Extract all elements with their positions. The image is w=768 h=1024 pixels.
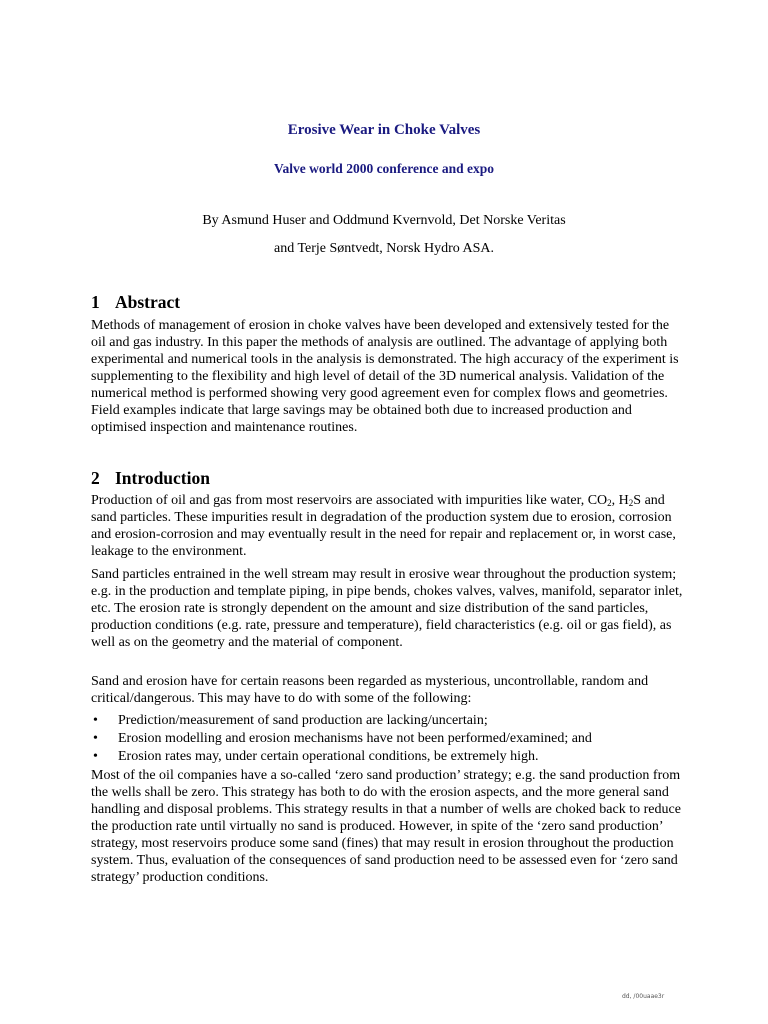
introduction-paragraph-3: Sand and erosion have for certain reasons been regarded as mysterious, uncontrollable, random and critical/dangerous. This may have to do with some of the following: bbox=[91, 674, 649, 706]
bullet-list bbox=[91, 712, 685, 766]
introduction-heading-text: Introduction bbox=[115, 468, 210, 488]
introduction-paragraph-4: Most of the oil companies have a so-called ‘zero sand production’ strategy; e.g. the sand production from the wells shall be zero. This strategy has both to do with the erosion aspects, and the more general sand handling and disposal problems. This strategy results in that a number of wells are choked back to reduce the production rate until virtually no sand is produced. However, in spite of the ‘zero sand production’ strategy, most reservoirs produce some sand (fines) that may result in erosion throughout the production system. Thus, evaluation of the consequences of sand production need to be assessed even for ‘zero sand strategy’ production conditions. bbox=[91, 768, 681, 885]
authors-line-2: and Terje Søntvedt, Norsk Hydro ASA. bbox=[273, 241, 495, 256]
abstract-paragraph: Methods of management of erosion in choke valves have been developed and extensively tested for the oil and gas industry. In this paper the methods of analysis are outlined. The advantage of applying both experimental and numerical tools in the analysis is demonstrated. The high accuracy of the experiment is supplementing to the flexibility and high level of detail of the 3D numerical analysis. Validation of the numerical method is performed showing very good agreement even for complex flows and geometries. Field examples indicate that large savings may be obtained both due to increased production and optimised inspection and maintenance routines. bbox=[91, 318, 679, 435]
intro-p1-subscript-h2s: 2 bbox=[628, 498, 634, 508]
introduction-heading bbox=[91, 467, 685, 489]
intro-p1-text-a: Production of oil and gas from most reservoirs are associated with impurities like water, CO bbox=[91, 493, 608, 508]
introduction-paragraph-1 bbox=[91, 492, 685, 560]
abstract-heading bbox=[91, 291, 685, 313]
intro-p1-text-c: S and sand particles. These impurities result in degradation of the production system due to erosion, corrosion and erosion-corrosion and may eventually result in the need for repair and replacement or, in worst case, leakage to the environment. bbox=[91, 493, 676, 559]
authors-line-1: By Asmund Huser and Oddmund Kvernvold, Det Norske Veritas bbox=[202, 213, 566, 228]
list-item bbox=[91, 712, 685, 730]
list-item-text: Erosion rates may, under certain operational conditions, be extremely high. bbox=[118, 749, 539, 764]
intro-p1-subscript-co2: 2 bbox=[607, 498, 612, 508]
bullet-icon: • bbox=[93, 731, 98, 746]
list-item bbox=[91, 730, 685, 748]
footer-code: dd, /00uaae3r bbox=[622, 993, 665, 1000]
bullet-icon: • bbox=[93, 713, 98, 728]
list-item-text: Erosion modelling and erosion mechanisms have not been performed/examined; and bbox=[118, 731, 592, 746]
author-block bbox=[0, 207, 768, 263]
paper-subtitle: Valve world 2000 conference and expo bbox=[273, 161, 495, 176]
abstract-section-number: 1 bbox=[91, 292, 100, 312]
paper-title: Erosive Wear in Choke Valves bbox=[287, 122, 481, 138]
list-item-text: Prediction/measurement of sand production are lacking/uncertain; bbox=[118, 713, 488, 728]
abstract-heading-text: Abstract bbox=[115, 292, 181, 312]
list-item bbox=[91, 748, 685, 766]
introduction-paragraph-2: Sand particles entrained in the well stream may result in erosive wear throughout the production system; e.g. in the production and template piping, in pipe bends, chokes valves, valves, manifold, separator inlet, etc. The erosion rate is strongly dependent on the amount and size distribution of the sand particles, production conditions (e.g. rate, pressure and temperature), field characteristics (e.g. oil or gas field), as well as on the geometry and the material of component. bbox=[91, 567, 683, 650]
introduction-section-number: 2 bbox=[91, 468, 100, 488]
bullet-icon: • bbox=[93, 749, 98, 764]
intro-p1-text-b: , H bbox=[611, 493, 629, 508]
